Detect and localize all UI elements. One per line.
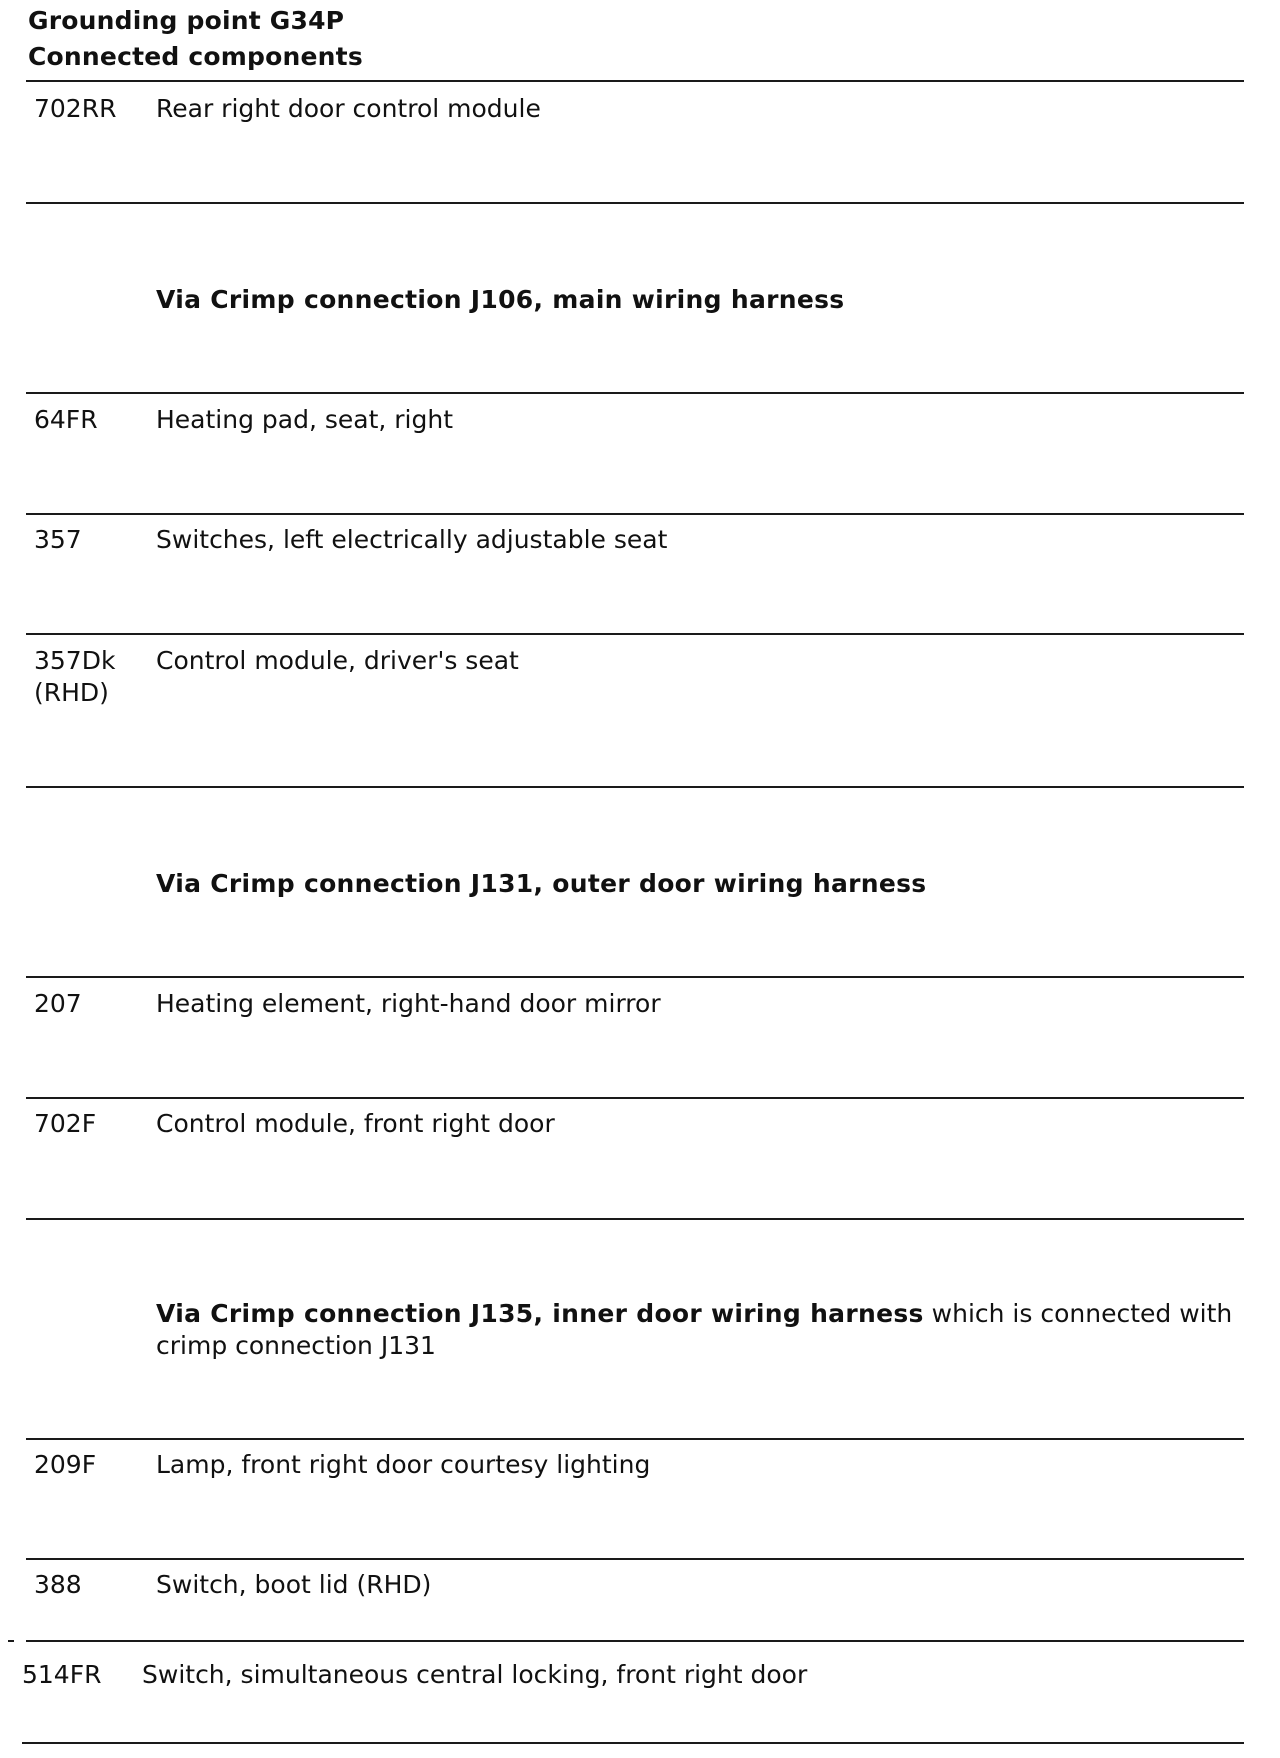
- component-description: Control module, driver's seat: [156, 646, 519, 675]
- section-heading-bold: Via Crimp connection J131, outer door wiring harness: [156, 869, 927, 898]
- divider: [26, 1218, 1244, 1220]
- component-description: Control module, front right door: [156, 1109, 555, 1138]
- divider: [22, 1742, 1244, 1744]
- component-description: Switch, boot lid (RHD): [156, 1570, 432, 1599]
- component-description: Rear right door control module: [156, 94, 541, 123]
- divider: [26, 513, 1244, 515]
- divider: [26, 1640, 1244, 1642]
- component-description: Heating element, right-hand door mirror: [156, 989, 661, 1018]
- section-heading: [156, 1298, 1236, 1362]
- component-code: 514FR: [22, 1660, 102, 1689]
- section-heading: [156, 868, 1236, 900]
- section-heading-bold: Via Crimp connection J106, main wiring harness: [156, 285, 845, 314]
- divider: [26, 1438, 1244, 1440]
- page-title: Grounding point G34P: [28, 6, 345, 35]
- component-description: Switches, left electrically adjustable seat: [156, 525, 668, 554]
- component-code: 209F: [34, 1450, 97, 1479]
- divider: [26, 80, 1244, 82]
- divider: [26, 202, 1244, 204]
- component-description: Lamp, front right door courtesy lighting: [156, 1450, 651, 1479]
- section-heading-rest: which is connected with crimp connection J131: [156, 1299, 1233, 1360]
- component-code: 702RR: [34, 94, 117, 123]
- scan-mark: [8, 1640, 14, 1642]
- component-code: 64FR: [34, 405, 98, 434]
- component-code: 702F: [34, 1109, 97, 1138]
- section-heading-bold: Via Crimp connection J135, inner door wiring harness: [156, 1299, 924, 1328]
- component-description: Heating pad, seat, right: [156, 405, 454, 434]
- section-heading: [156, 284, 1236, 316]
- component-code: 357Dk (RHD): [34, 646, 116, 707]
- component-code: 388: [34, 1570, 82, 1599]
- divider: [26, 1097, 1244, 1099]
- divider: [26, 633, 1244, 635]
- divider: [26, 786, 1244, 788]
- component-code: 207: [34, 989, 82, 1018]
- divider: [26, 976, 1244, 978]
- divider: [26, 1558, 1244, 1560]
- component-code: 357: [34, 525, 82, 554]
- divider: [26, 392, 1244, 394]
- component-description: Switch, simultaneous central locking, front right door: [142, 1660, 808, 1689]
- page-subtitle: Connected components: [28, 42, 363, 71]
